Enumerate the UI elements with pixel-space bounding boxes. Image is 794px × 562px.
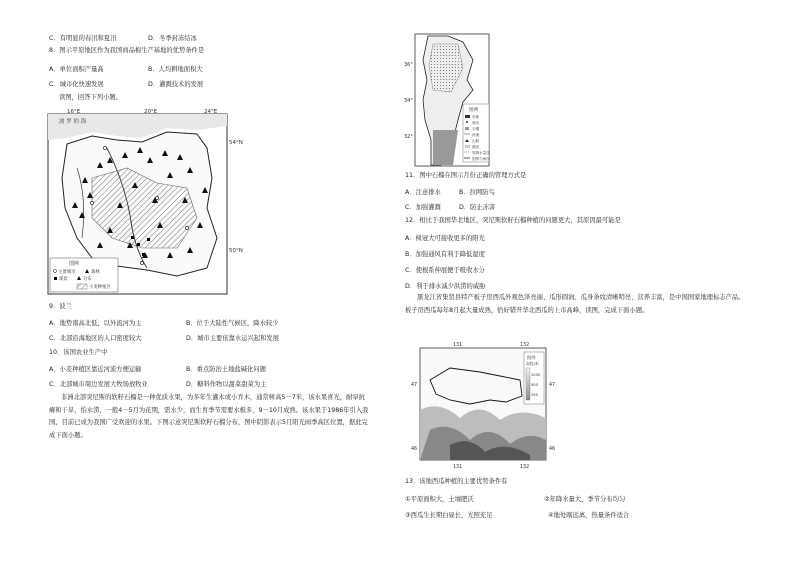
lat-label-54: 54°N <box>229 140 243 146</box>
poland-map <box>47 108 243 300</box>
lat-label-34: 34° <box>404 98 413 104</box>
lon-label-20: 20°E <box>144 109 158 115</box>
map3-right-47: 47 <box>549 383 556 388</box>
q9b-option-b: B．位于大陆性气候区，降水较少 <box>186 320 279 327</box>
lat-label-50: 50°N <box>229 248 243 254</box>
lat-label-32: 32° <box>404 134 413 140</box>
legend-forest: 森林 <box>91 270 100 275</box>
q13-option-1: ①平原面积大，土壤肥沃 <box>405 496 474 503</box>
map2-legend-river: 河流 <box>472 133 480 137</box>
q10-stem: 10．该国农业生产中 <box>49 349 108 356</box>
map2-legend-isohyet: 等降水量线 <box>472 151 490 155</box>
map3-legend-sub: 高程/米 <box>526 361 539 366</box>
q8-option-c2: C．城市化快速发展 <box>49 81 104 88</box>
map3-right-46: 46 <box>549 447 556 452</box>
map2-legend-border: 国界与海岸 <box>472 157 490 161</box>
q11-option-c: C．加强灌溉 <box>405 204 441 211</box>
q11-option-d: D．防止冻害 <box>459 204 496 211</box>
q8-option-d2: D．灌溉技术的发展 <box>148 81 204 88</box>
q9b-option-c: C．北部沿海地区的人口密度较大 <box>49 335 142 342</box>
q8-option-d: D．冬季封冻结冰 <box>148 35 197 42</box>
jixian-elevation-map <box>410 340 562 474</box>
heilongjiang-passage: 黑龙江省集贤县特产板子房西瓜外观色泽亮丽、瓜形圆润、瓜身条纹清晰明亮、营养丰富，是中国国家地理标志产品。板子房西瓜每年8月起大量成熟，恰好错开华北西瓜的上市高峰，读图，完成下面小题。 <box>405 294 745 314</box>
q12-option-b: B．加强通风有利于降低湿度 <box>405 251 485 258</box>
q11-stem: 11．图中石榴在图示月份正确的管理方式是 <box>405 172 527 179</box>
q10-option-c: C．北部城市周边发展大牧场放牧业 <box>49 381 148 388</box>
map3-bottom-131: 131 <box>453 465 463 470</box>
q13-option-4: ④地处喀远离，热量条件适合 <box>548 512 630 519</box>
map2-legend-lake: 湖泊 <box>472 145 480 149</box>
tunisia-passage: 非洲北部突尼斯的软籽石榴是一种优质水果，为多年生灌木或小乔木，通常树高5－7米，该水果喜光，耐旱抗瘠和干旱，怕水涝，一般4－5月为花期，需水少，而生育季节需要水极多，9－10月成熟。该水果于1986年引入我国，目前已成为我国广受欢迎的水果。下图示意突尼斯软籽石榴分布，图中阴影表示5月阳光雨季高区位置，据此完成下面小题。 <box>49 394 369 439</box>
legend-coal: 煤炭 <box>59 277 68 282</box>
legend-city: 主要城市 <box>58 270 76 275</box>
legend-distribution: 分布 <box>83 277 92 282</box>
q12-option-a: A．树冠大可接收更多的阳光 <box>405 235 485 242</box>
q8-option-b: B．人均耕地面积大 <box>148 66 203 73</box>
instruction-poland: 读图，回答下列小题。 <box>59 94 122 101</box>
map3-top-132: 132 <box>520 343 530 348</box>
map2-legend-pomegranate: 石榴 <box>472 127 480 131</box>
lat-label-36: 36° <box>404 62 413 68</box>
q10-option-b: B．重点防治土地盐碱化问题 <box>186 366 266 373</box>
lon-label-24: 24°E <box>204 109 218 115</box>
map3-bottom-132: 132 <box>520 465 530 470</box>
map3-legend-title: 图例 <box>527 355 536 360</box>
q9b-stem: 9．波兰 <box>49 303 72 310</box>
map3-top-131: 131 <box>453 343 463 348</box>
q9b-option-d: D．城市主要依靠水运兴起和发展 <box>186 335 280 342</box>
q11-option-b: B．拉网防鸟 <box>459 189 495 196</box>
lon-label-16: 16°E <box>67 109 81 115</box>
map2-legend-capital: 首都 <box>472 115 480 119</box>
q10-option-d: D．糖料作物以甜菜甜菜为主 <box>186 381 267 388</box>
q12-stem: 12．相比于我国华北地区，突尼斯软籽石榴种植的问题更大，其原因最可能是 <box>405 217 621 224</box>
legend-wheat: 小麦种植区 <box>89 285 111 290</box>
map3-legend-500: 500 <box>531 383 538 387</box>
q13-stem: 13．该地西瓜种植的主要优势条件有 <box>405 478 508 485</box>
q8-option-c: C．有明显的春汛和夏汛 <box>49 35 117 42</box>
q12-option-d: D．利于排水减少洪涝的威胁 <box>405 283 486 290</box>
tunisia-map <box>403 30 493 168</box>
map2-legend-city: 城市 <box>472 121 480 125</box>
q13-option-2: ②年降水量大，季节分布均匀 <box>544 496 626 503</box>
map3-legend-250: 250 <box>531 393 538 397</box>
map3-left-47: 47 <box>411 383 418 388</box>
q12-option-c: C．使根系伸展便于吸收水分 <box>405 267 485 274</box>
baltic-sea-label: 波 罗 的 海 <box>59 119 87 125</box>
map3-legend-1000: 1000 <box>531 373 541 377</box>
legend-title: 图例 <box>69 261 80 267</box>
q10-option-a: A．小麦种植区靠近河流方便运输 <box>49 366 142 373</box>
q8-stem: 8．图示平原地区作为我国商品棉生产基地的优势条件是 <box>49 47 205 54</box>
q9b-option-a: A．地势南高北低，以外流河为主 <box>49 320 142 327</box>
q13-option-3: ③西瓜生长期白昼长，光照充足 <box>405 512 493 519</box>
q8-option-a: A．单位面积产量高 <box>49 66 104 73</box>
map2-legend-title: 图例 <box>469 108 479 113</box>
map2-legend-mountain: 山脉 <box>472 139 480 143</box>
map3-left-46: 46 <box>411 447 418 452</box>
q11-option-a: A．注意排水 <box>405 189 441 196</box>
